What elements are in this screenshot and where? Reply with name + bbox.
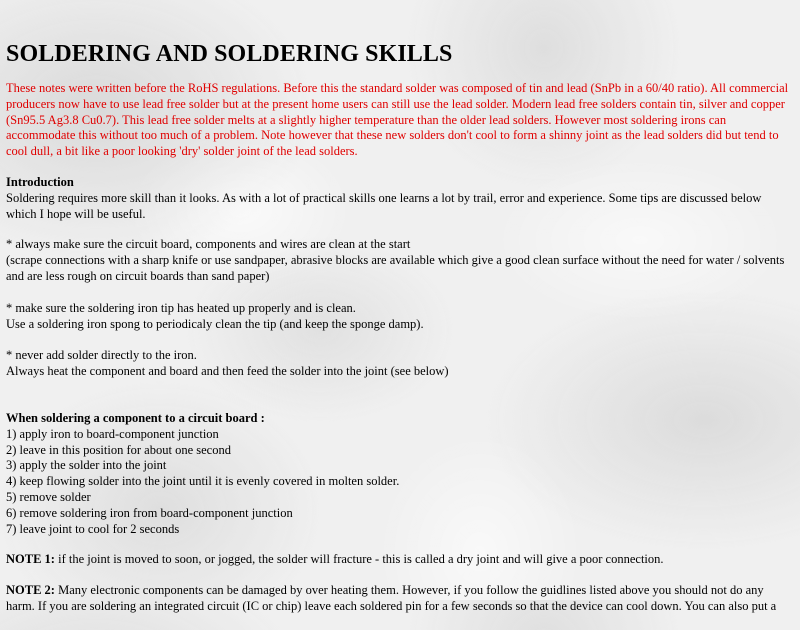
tip-iron — [6, 301, 794, 333]
note-2 — [6, 583, 794, 615]
intro-heading: Introduction — [6, 174, 74, 189]
tip-detail: Always heat the component and board and then feed the solder into the joint (see below) — [6, 364, 449, 379]
document — [6, 0, 794, 630]
note-1-text: if the joint is moved to soon, or jogged, the solder will fracture - this is called a dry joint and will give a poor connection. — [54, 552, 664, 567]
rohs-note: These notes were written before the RoHS regulations. Before this the standard solder was composed of tin and lead (SnPb in a 60/40 ratio). All commercial producers now have to use lead free solder but at the present home users can still use the lead solder. Modern lead free solders contain tin, silver and copper (Sn95.5 Ag3.8 Cu0.7). This lead free solder melts at a slightly higher temperature than the older lead solders. However most soldering irons can accommodate this without too much of a problem. Note however that these new solders don't cool to form a shinny joint as the lead solders did but tend to cool dull, a bit like a poor looking 'dry' solder joint of the lead solders. — [6, 81, 789, 159]
step-item: 1) apply iron to board-component junction — [6, 426, 219, 441]
step-item: 4) keep flowing solder into the joint until it is evenly covered in molten solder. — [6, 474, 400, 489]
step-item: 6) remove soldering iron from board-component junction — [6, 505, 293, 520]
steps-heading: When soldering a component to a circuit board : — [6, 410, 265, 425]
note-2-text: Many electronic components can be damaged by over heating them. However, if you follow the guidlines listed above you should not do any harm. If you are soldering an integrated circuit (IC or chip) leave each soldered pin for a few seconds so that the device can cool down. You can also put a — [6, 583, 777, 613]
note-2-label: NOTE 2: — [6, 583, 55, 598]
tip-detail: (scrape connections with a sharp knife or use sandpaper, abrasive blocks are available which give a good clean surface without the need for water / solvents and are less rough on circuit boards than sand paper) — [6, 253, 785, 283]
step-item: 3) apply the solder into the joint — [6, 458, 167, 473]
step-item: 7) leave joint to cool for 2 seconds — [6, 521, 180, 536]
tip-title: * never add solder directly to the iron. — [6, 348, 197, 363]
tip-solder — [6, 348, 794, 380]
step-item: 2) leave in this position for about one second — [6, 442, 231, 457]
tip-clean — [6, 237, 794, 284]
intro-section — [6, 175, 794, 222]
step-item: 5) remove solder — [6, 489, 91, 504]
intro-text: Soldering requires more skill than it looks. As with a lot of practical skills one learns a lot by trail, error and experience. Some tips are discussed below which I hope will be useful. — [6, 190, 762, 221]
tip-title: * make sure the soldering iron tip has heated up properly and is clean. — [6, 300, 356, 315]
note-1 — [6, 552, 794, 568]
tip-detail: Use a soldering iron spong to periodicaly clean the tip (and keep the sponge damp). — [6, 316, 424, 331]
steps-section — [6, 411, 794, 537]
page-title: SOLDERING AND SOLDERING SKILLS — [6, 41, 453, 67]
note-1-label: NOTE 1: — [6, 552, 55, 567]
tip-title: * always make sure the circuit board, components and wires are clean at the start — [6, 237, 411, 252]
